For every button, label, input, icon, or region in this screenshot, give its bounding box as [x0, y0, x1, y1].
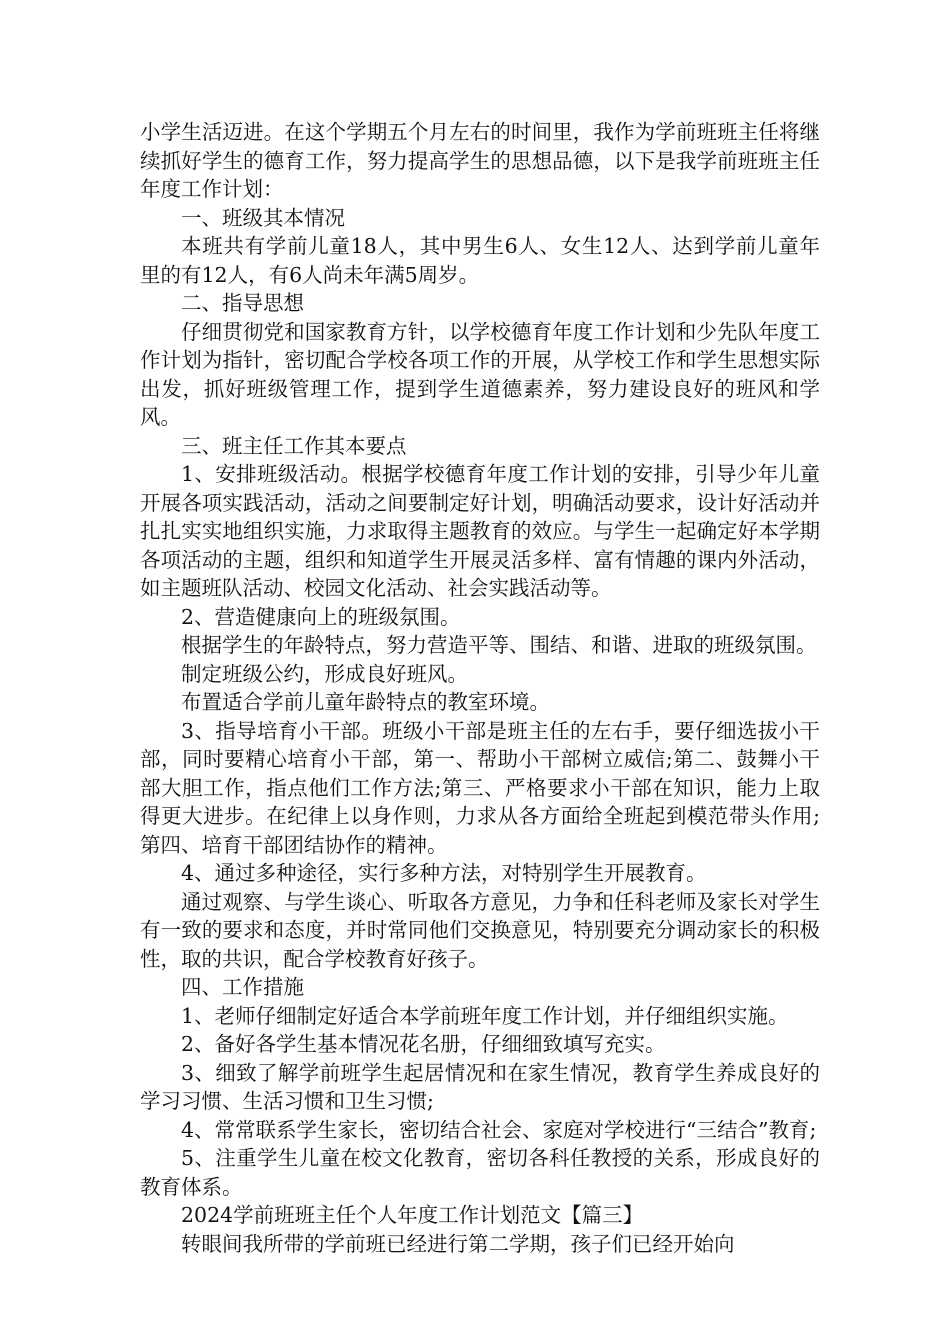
section-heading-1: 一、班级其本情况	[181, 205, 345, 230]
paragraph: 本班共有学前儿童18人，其中男生6人、女生12人、达到学前儿童年里的有12人，有6人尚未年满5周岁。	[140, 234, 820, 287]
paragraph: 2、备好各学生基本情况花名册，仔细细致填写充实。	[181, 1032, 666, 1056]
paragraph: 3、指导培育小干部。班级小干部是班主任的左右手，要仔细选拔小干部，同时要精心培育小干部，第一、帮助小干部树立威信;第二、鼓舞小干部大胆工作，指点他们工作方法;第三、严格要求小干部在知识，能力上取得更大进步。在纪律上以身作则，力求从各方面给全班起到模范带头作用;第四、培育干部团结协作的精神。	[140, 718, 820, 857]
paragraph: 1、老师仔细制定好适合本学前班年度工作计划，并仔细组织实施。	[181, 1003, 789, 1028]
document-body	[140, 118, 820, 1258]
section-heading-2: 二、指导思想	[181, 291, 304, 315]
paragraph: 2、营造健康向上的班级氛围。	[181, 604, 461, 629]
paragraph: 4、通过多种途径，实行多种方法，对特别学生开展教育。	[181, 861, 707, 885]
paragraph: 5、注重学生儿童在校文化教育，密切各科任教授的关系，形成良好的教育体系。	[140, 1146, 820, 1199]
paragraph: 1、安排班级活动。根据学校德育年度工作计划的安排，引导少年儿童开展各项实践活动，活动之间要制定好计划，明确活动要求，设计好活动并扎扎实实地组织实施，力求取得主题教育的效应。与学生一起确定好本学期各项活动的主题，组织和知道学生开展灵活多样、富有情趣的课内外活动，如主题班队活动、校园文化活动、社会实践活动等。	[140, 462, 820, 600]
paragraph: 制定班级公约，形成良好班风。	[181, 661, 468, 686]
paragraph-continuation: 小学生活迈进。在这个学期五个月左右的时间里，我作为学前班班主任将继续抓好学生的德育工作，努力提高学生的思想品德，以下是我学前班班主任年度工作计划：	[140, 120, 820, 201]
article-title-part-3: 2024学前班班主任个人年度工作计划范文【篇三】	[181, 1203, 644, 1227]
paragraph: 4、常常联系学生家长，密切结合社会、家庭对学校进行“三结合”教育;	[181, 1117, 817, 1142]
paragraph: 转眼间我所带的学前班已经进行第二学期，孩子们已经开始向	[181, 1231, 735, 1256]
paragraph: 通过观察、与学生谈心、听取各方意见，力争和任科老师及家长对学生有一致的要求和态度，并时常同他们交换意见，特别要充分调动家长的积极性，取的共识，配合学校教育好孩子。	[140, 889, 820, 971]
section-heading-3: 三、班主任工作其本要点	[181, 433, 407, 458]
paragraph: 根据学生的年龄特点，努力营造平等、围结、和谐、进取的班级氛围。	[181, 633, 817, 657]
paragraph: 布置适合学前儿童年龄特点的教室环境。	[181, 690, 550, 714]
paragraph: 仔细贯彻党和国家教育方针，以学校德育年度工作计划和少先队年度工作计划为指针，密切配合学校各项工作的开展，从学校工作和学生思想实际出发，抓好班级管理工作，提到学生道德素养，努力建设良好的班风和学风。	[140, 319, 820, 429]
section-heading-4: 四、工作措施	[181, 975, 304, 999]
paragraph: 3、细致了解学前班学生起居情况和在家生情况，教育学生养成良好的学习习惯、生活习惯和卫生习惯;	[140, 1060, 820, 1113]
